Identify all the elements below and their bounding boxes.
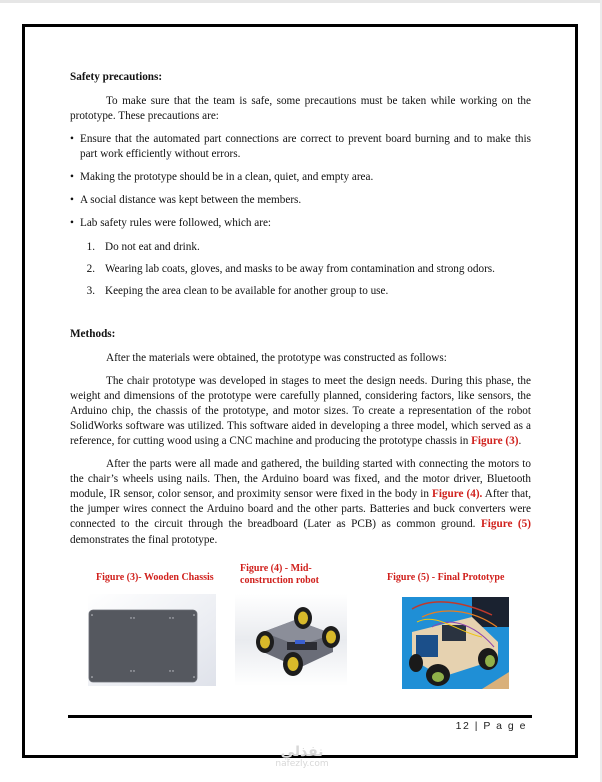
rule-text: Keeping the area clean to be available for another group to use. [105, 285, 389, 298]
lab-rule-item [70, 240, 531, 255]
figure-4-caption: Figure (4) - Mid-construction robot [240, 563, 319, 586]
figure-3-reference: Figure (3) [471, 435, 519, 448]
methods-heading: Methods: [70, 328, 116, 341]
bullet-text: Ensure that the automated part connections are correct to prevent board burning and to make this part work efficiently without errors. [80, 132, 531, 160]
methods-intro: After the materials were obtained, the prototype was constructed as follows: [106, 352, 447, 365]
final-prototype-image [402, 597, 509, 689]
safety-heading: Safety precautions: [70, 71, 163, 83]
safety-bullet [70, 216, 531, 231]
bullet-text: Lab safety rules were followed, which are: [80, 217, 272, 230]
bullet-icon: • [70, 217, 74, 230]
figure-4-reference: Figure (4). [431, 488, 483, 501]
paragraph-text: The chair prototype was developed in stages to meet the design needs. During this phase, the weight and dimensions of the prototype were carefully planned, considering factors, like sensors, the Arduino chip, the chassis of the prototype, and motor sizes. To create a representation of the robot SolidWorks software was utilized. This software aided in developing a three model, which served as a reference, for cutting wood using a CNC machine and producing the prototype chassis in [70, 374, 531, 448]
bullet-text: Making the prototype should be in a clean, quiet, and empty area. [80, 171, 374, 184]
rule-text: Wearing lab coats, gloves, and masks to be away from contamination and strong odors. [105, 262, 495, 275]
rule-number: 3. [86, 285, 95, 298]
paragraph-text: After that, the jumper wires connect the Arduino board and the other parts. Batteries and buck converters were connected to the circuit through the breadboard (Later as PCB) as common ground. [70, 488, 531, 531]
figures-row [70, 560, 531, 690]
rule-number: 2. [86, 262, 95, 275]
watermark-latin: nafezly.com [275, 759, 329, 769]
figure-5-caption: Figure (5) - Final Prototype [387, 572, 505, 583]
watermark [262, 745, 342, 769]
figure-5-reference: Figure (5) [480, 518, 531, 531]
top-edge [0, 0, 602, 3]
methods-paragraph-2 [70, 457, 531, 548]
rule-number: 1. [86, 240, 95, 253]
methods-paragraph-1 [70, 374, 531, 450]
safety-bullet [70, 193, 531, 208]
bullet-icon: • [70, 171, 74, 184]
paragraph-text: demonstrates the final prototype. [70, 533, 218, 546]
safety-intro: To make sure that the team is safe, some precautions must be taken while working on the prototype. These precautions are: [70, 95, 531, 123]
bullet-text: A social distance was kept between the members. [80, 194, 302, 207]
footer-rule [68, 715, 532, 718]
wooden-chassis-image [88, 594, 216, 686]
rule-text: Do not eat and drink. [105, 240, 200, 253]
page-number: 12 | P a g e [455, 720, 527, 732]
bullet-icon: • [70, 132, 74, 145]
watermark-arabic: نفذلي [280, 744, 324, 760]
paragraph-text: . [518, 435, 522, 448]
paragraph-text: After the parts were all made and gathered, the building started with connecting the motors to the chair’s wheels using nails. Then, the Arduino board was fixed, and the motor driver, Bluetooth module, IR sensor, color sensor, and proximity sensor were fixed in the body in [70, 457, 531, 501]
page-content [70, 70, 531, 555]
mid-construction-robot-image [235, 594, 347, 686]
safety-bullet [70, 170, 531, 185]
lab-rule-item [70, 262, 531, 277]
lab-rules-list [70, 240, 531, 300]
figure-3-caption: Figure (3)- Wooden Chassis [96, 572, 214, 583]
lab-rule-item [70, 284, 531, 299]
safety-bullet [70, 132, 531, 162]
bullet-icon: • [70, 194, 74, 207]
